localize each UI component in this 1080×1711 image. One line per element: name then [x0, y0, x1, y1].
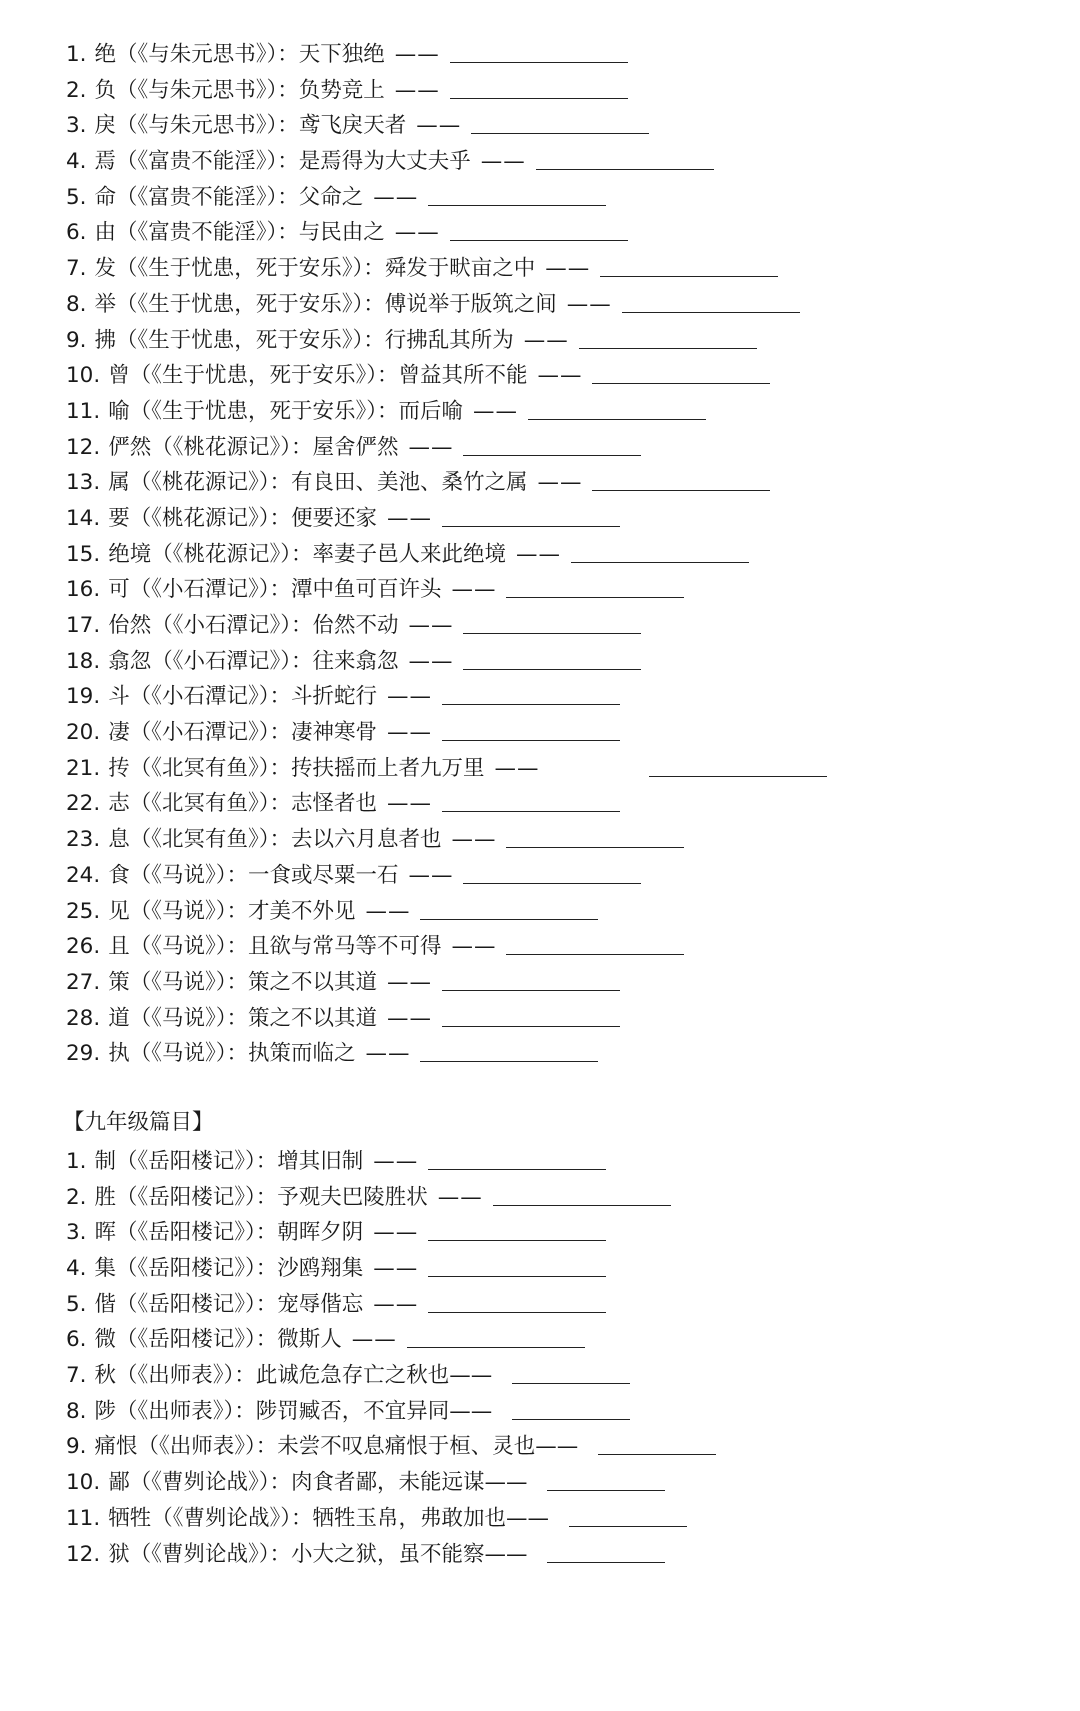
item-dash: ——: [408, 648, 454, 674]
answer-blank[interactable]: [506, 928, 684, 955]
item-number: 14.: [66, 505, 101, 531]
item-text: 狱（《曹刿论战》）：小大之狱，虽不能察——: [108, 1541, 528, 1567]
list-item: [66, 748, 1006, 784]
item-number: 8.: [66, 291, 87, 317]
item-dash: ——: [394, 220, 440, 246]
list-item: [66, 998, 1006, 1034]
item-text: 由（《富贵不能淫》）：与民由之: [94, 220, 385, 246]
list-item: [66, 1141, 1006, 1177]
list-item: [66, 248, 1006, 284]
item-dash: ——: [373, 1220, 419, 1246]
item-text: 斗（《小石潭记》）：斗折蛇行: [108, 684, 377, 710]
item-dash: ——: [386, 969, 432, 995]
answer-blank[interactable]: [420, 893, 598, 920]
item-text: 负（《与朱元思书》）：负势竞上: [94, 77, 385, 103]
item-dash: ——: [437, 1184, 483, 1210]
answer-blank[interactable]: [600, 250, 778, 277]
answer-blank[interactable]: [442, 1000, 620, 1027]
item-dash: ——: [451, 827, 497, 853]
item-text: 食（《马说》）：一食或尽粟一石: [108, 862, 399, 888]
item-text: 可（《小石潭记》）：潭中鱼可百许头: [108, 577, 442, 603]
item-number: 12.: [66, 434, 101, 460]
item-number: 28.: [66, 1005, 101, 1031]
item-dash: ——: [365, 1041, 411, 1067]
list-item: [66, 855, 1006, 891]
list-item: [66, 141, 1006, 177]
item-text: 抟（《北冥有鱼》）：抟扶摇而上者九万里: [108, 755, 485, 781]
list-item: [66, 1284, 1006, 1320]
answer-blank[interactable]: [463, 607, 641, 634]
list-item: [66, 712, 1006, 748]
list-item: [66, 1426, 1006, 1462]
item-number: 11.: [66, 1505, 101, 1531]
item-dash: ——: [408, 862, 454, 888]
item-text: 牺牲（《曹刿论战》）：牺牲玉帛，弗敢加也——: [108, 1505, 549, 1531]
item-number: 21.: [66, 755, 101, 781]
item-number: 2.: [66, 77, 87, 103]
list-item: [66, 1391, 1006, 1427]
item-text: 策（《马说》）：策之不以其道: [108, 969, 377, 995]
item-text: 且（《马说》）：且欲与常马等不可得: [108, 934, 442, 960]
answer-blank[interactable]: [547, 1464, 665, 1491]
answer-blank[interactable]: [592, 464, 770, 491]
answer-blank[interactable]: [442, 500, 620, 527]
item-number: 17.: [66, 613, 101, 638]
answer-blank[interactable]: [420, 1035, 598, 1062]
item-number: 29.: [66, 1041, 101, 1067]
item-text: 制（《岳阳楼记》）：增其旧制: [94, 1148, 364, 1174]
answer-blank[interactable]: [463, 429, 641, 456]
item-text: 凄（《小石潭记》）：凄神寒骨: [108, 720, 377, 746]
item-text: 翕忽（《小石潭记》）：往来翕忽: [108, 648, 399, 674]
item-text: 执（《马说》）：执策而临之: [108, 1041, 356, 1067]
list-item: [66, 284, 1006, 320]
item-dash: ——: [386, 1005, 432, 1031]
list-item: [66, 355, 1006, 391]
answer-blank[interactable]: [579, 322, 757, 349]
item-dash: ——: [373, 184, 419, 210]
item-text: 要（《桃花源记》）：便要还家: [108, 505, 377, 531]
answer-blank[interactable]: [506, 571, 684, 598]
item-number: 6.: [66, 220, 87, 246]
item-number: 15.: [66, 541, 101, 567]
item-number: 8.: [66, 1398, 87, 1424]
answer-blank[interactable]: [428, 1250, 606, 1277]
item-number: 19.: [66, 684, 101, 710]
item-dash: ——: [537, 470, 583, 496]
list-item: [66, 891, 1006, 927]
list-item: [66, 177, 1006, 213]
answer-blank[interactable]: [428, 1214, 606, 1241]
item-text: 命（《富贵不能淫》）：父命之: [94, 184, 364, 210]
item-text: 偕（《岳阳楼记》）：宠辱偕忘: [94, 1291, 364, 1317]
item-text: 喻（《生于忧患，死于安乐》）：而后喻: [108, 398, 463, 424]
item-dash: ——: [523, 327, 569, 353]
item-number: 16.: [66, 577, 101, 603]
item-dash: ——: [545, 256, 591, 282]
list-item: [66, 1212, 1006, 1248]
item-number: 3.: [66, 113, 87, 139]
answer-blank[interactable]: [547, 1536, 665, 1563]
answer-blank[interactable]: [471, 107, 649, 134]
item-dash: ——: [365, 898, 411, 924]
answer-blank[interactable]: [569, 1500, 687, 1527]
item-number: 5.: [66, 184, 87, 210]
item-text: 秋（《出师表》）：此诚危急存亡之秋也——: [94, 1363, 493, 1389]
answer-blank[interactable]: [592, 357, 770, 384]
item-number: 4.: [66, 1256, 87, 1281]
list-item: [66, 1534, 1006, 1570]
item-text: 鄙（《曹刿论战》）：肉食者鄙，未能远谋——: [108, 1470, 528, 1496]
item-number: 22.: [66, 791, 101, 817]
list-item: [66, 427, 1006, 463]
item-text: 焉（《富贵不能淫》）：是焉得为大丈夫乎: [94, 149, 471, 175]
item-text: 集（《岳阳楼记》）：沙鸥翔集: [94, 1256, 364, 1281]
item-number: 24.: [66, 862, 101, 888]
item-text: 绝境（《桃花源记》）：率妻子邑人来此绝境: [108, 541, 506, 567]
answer-blank[interactable]: [598, 1428, 716, 1455]
item-dash: ——: [537, 363, 583, 389]
item-dash: ——: [515, 541, 561, 567]
answer-blank[interactable]: [622, 286, 800, 313]
list-item: [66, 1248, 1006, 1284]
item-text: 举（《生于忧患，死于安乐》）：傅说举于版筑之间: [94, 291, 557, 317]
item-number: 5.: [66, 1291, 87, 1317]
item-number: 12.: [66, 1541, 101, 1567]
item-dash: ——: [480, 149, 526, 175]
item-text: 见（《马说》）：才美不外见: [108, 898, 356, 924]
answer-blank[interactable]: [571, 536, 749, 563]
item-text: 胜（《岳阳楼记》）：予观夫巴陵胜状: [94, 1184, 428, 1210]
item-number: 7.: [66, 1363, 87, 1389]
answer-blank[interactable]: [442, 964, 620, 991]
item-dash: ——: [451, 577, 497, 603]
item-text: 微（《岳阳楼记》）：微斯人: [94, 1327, 342, 1353]
list-item: [66, 783, 1006, 819]
answer-blank[interactable]: [463, 857, 641, 884]
list-item: [66, 962, 1006, 998]
list-item: [66, 34, 1006, 70]
item-number: 4.: [66, 149, 87, 175]
item-number: 27.: [66, 969, 101, 995]
answer-blank[interactable]: [442, 714, 620, 741]
list-item: [66, 676, 1006, 712]
answer-blank[interactable]: [450, 36, 628, 63]
list-item: [66, 1319, 1006, 1355]
item-number: 1.: [66, 42, 87, 67]
item-number: 11.: [66, 398, 101, 424]
item-text: 属（《桃花源记》）：有良田、美池、桑竹之属: [108, 470, 528, 496]
item-number: 26.: [66, 934, 101, 960]
item-dash: ——: [373, 1148, 419, 1174]
answer-blank[interactable]: [442, 678, 620, 705]
list-item: [66, 212, 1006, 248]
item-text: 戾（《与朱元思书》）：鸢飞戾天者: [94, 113, 407, 139]
list-item: [66, 534, 1006, 570]
answer-blank[interactable]: [428, 179, 606, 206]
item-text: 志（《北冥有鱼》）：志怪者也: [108, 791, 377, 817]
item-number: 25.: [66, 898, 101, 924]
list-item: [66, 70, 1006, 106]
answer-blank[interactable]: [536, 143, 714, 170]
item-dash: ——: [408, 613, 454, 638]
answer-blank[interactable]: [493, 1179, 671, 1206]
item-number: 18.: [66, 648, 101, 674]
section-heading: 【九年级篇目】: [63, 1109, 214, 1135]
item-text: 绝（《与朱元思书》）：天下独绝: [94, 42, 385, 67]
item-dash: ——: [394, 42, 440, 67]
answer-blank[interactable]: [512, 1357, 630, 1384]
list-item: [66, 1177, 1006, 1213]
answer-blank[interactable]: [512, 1393, 630, 1420]
answer-blank[interactable]: [528, 393, 706, 420]
item-dash: ——: [386, 791, 432, 817]
list-item: [66, 641, 1006, 677]
item-number: 9.: [66, 1434, 87, 1460]
item-dash: ——: [566, 291, 612, 317]
item-dash: ——: [494, 755, 540, 781]
list-item: [66, 105, 1006, 141]
item-number: 23.: [66, 827, 101, 853]
item-number: 10.: [66, 363, 101, 389]
list-item: [66, 1033, 1006, 1069]
item-dash: ——: [472, 398, 518, 424]
list-item: [66, 569, 1006, 605]
item-text: 道（《马说》）：策之不以其道: [108, 1005, 377, 1031]
list-item: [66, 462, 1006, 498]
item-number: 13.: [66, 470, 101, 496]
item-number: 7.: [66, 256, 87, 282]
item-dash: ——: [451, 934, 497, 960]
item-dash: ——: [416, 113, 462, 139]
list-item: [66, 498, 1006, 534]
item-text: 发（《生于忧患，死于安乐》）：舜发于畎亩之中: [94, 256, 536, 282]
item-number: 3.: [66, 1220, 87, 1246]
list-item: [66, 1498, 1006, 1534]
item-text: 晖（《岳阳楼记》）：朝晖夕阴: [94, 1220, 364, 1246]
list-item: [66, 1355, 1006, 1391]
list-item: [66, 391, 1006, 427]
answer-blank[interactable]: [649, 750, 827, 777]
item-text: 拂（《生于忧患，死于安乐》）：行拂乱其所为: [94, 327, 514, 353]
item-number: 10.: [66, 1470, 101, 1496]
answer-blank[interactable]: [428, 1286, 606, 1313]
item-text: 曾（《生于忧患，死于安乐》）：曾益其所不能: [108, 363, 528, 389]
list-item: [66, 926, 1006, 962]
item-text: 息（《北冥有鱼》）：去以六月息者也: [108, 827, 442, 853]
answer-blank[interactable]: [450, 72, 628, 99]
list-item: [66, 1462, 1006, 1498]
item-text: 陟（《出师表》）：陟罚臧否，不宜异同——: [94, 1398, 493, 1424]
answer-blank[interactable]: [463, 643, 641, 670]
answer-blank[interactable]: [506, 821, 684, 848]
item-text: 痛恨（《出师表》）：未尝不叹息痛恨于桓、灵也——: [94, 1434, 579, 1460]
item-dash: ——: [351, 1327, 397, 1353]
item-dash: ——: [386, 720, 432, 746]
item-dash: ——: [373, 1291, 419, 1317]
item-text: 佁然（《小石潭记》）：佁然不动: [108, 613, 399, 638]
item-dash: ——: [408, 434, 454, 460]
list-item: [66, 819, 1006, 855]
answer-blank[interactable]: [407, 1321, 585, 1348]
item-dash: ——: [386, 505, 432, 531]
item-dash: ——: [394, 77, 440, 103]
item-number: 20.: [66, 720, 101, 746]
item-dash: ——: [373, 1256, 419, 1281]
answer-blank[interactable]: [442, 785, 620, 812]
item-text: 俨然（《桃花源记》）：屋舍俨然: [108, 434, 399, 460]
list-item: [66, 605, 1006, 641]
vocab-list: [63, 34, 1006, 1569]
list-item: [66, 320, 1006, 356]
answer-blank[interactable]: [450, 214, 628, 241]
item-number: 1.: [66, 1148, 87, 1174]
item-dash: ——: [386, 684, 432, 710]
item-number: 6.: [66, 1327, 87, 1353]
item-number: 9.: [66, 327, 87, 353]
answer-blank[interactable]: [428, 1143, 606, 1170]
item-number: 2.: [66, 1184, 87, 1210]
